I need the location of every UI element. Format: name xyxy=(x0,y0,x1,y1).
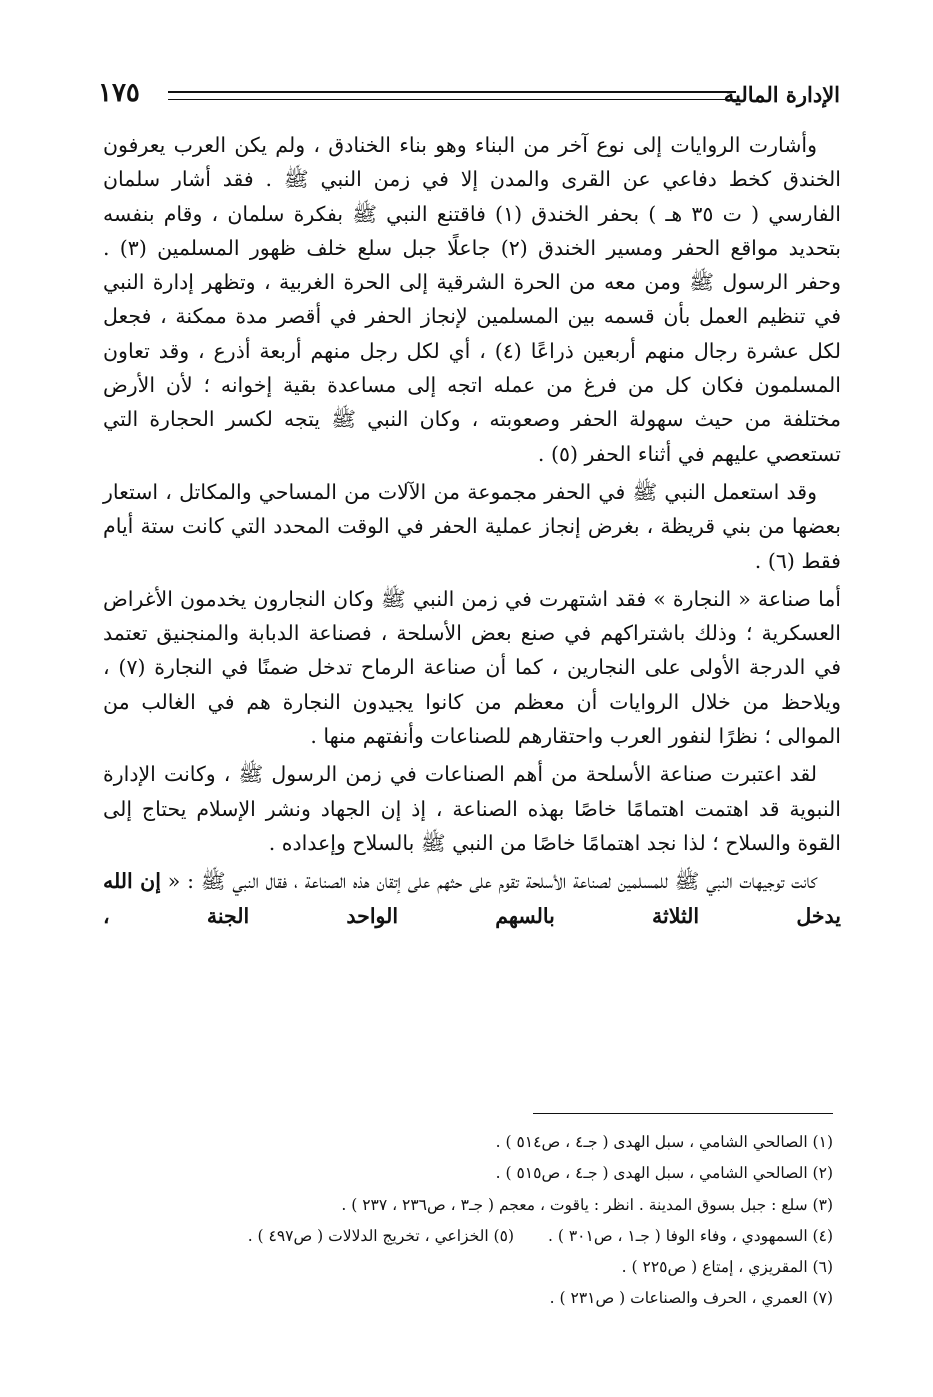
footnote-7: (٧) العمري ، الحرف والصناعات ( ص٢٣١ ) . xyxy=(549,1289,833,1308)
paragraph-guidance xyxy=(103,864,841,933)
paragraph-trench: وأشارت الروايات إلى نوع آخر من البناء وهو بناء الخنادق ، ولم يكن العرب يعرفون الخندق كخط دفاعي عن القرى والمدن إلا في زمن النبي ﷺ . فقد أشار سلمان الفارسي ( ت ٣٥ هـ ) بحفر الخندق (١) فاقتنع النبي ﷺ بفكرة سلمان ، وقام بنفسه بتحديد مواقع الحفر ومسير الخندق (٢) جاعلًا جبل سلع خلف ظهور المسلمين (٣) . وحفر الرسول ﷺ ومن معه من الحرة الشرقية إلى الحرة الغربية ، وتظهر إدارة النبي في تنظيم العمل بأن قسمه بين المسلمين لإنجاز الحفر في أقصر مدة ممكنة ، فجعل لكل عشرة رجال منهم أربعين ذراعًا (٤) ، أي لكل رجل منهم أربعة أذرع ، وقد تعاون المسلمون فكان كل من فرغ من عمله اتجه إلى مساعدة بقية إخوانه ؛ لأن الأرض مختلفة من حيث سهولة الحفر وصعوبته ، وكان النبي ﷺ يتجه لكسر الحجارة التي تستعصي عليهم في أثناء الحفر (٥) . xyxy=(103,133,842,466)
footnotes xyxy=(93,1127,833,1315)
paragraph-weapons: لقد اعتبرت صناعة الأسلحة من أهم الصناعات في زمن الرسول ﷺ ، وكانت الإدارة النبوية قد اهتمت اهتمامًا خاصًا بهذه الصناعة ، إذ إن الجهاد ونشر الإسلام يحتاج إلى القوة والسلاح ؛ لذا نجد اهتمامًا خاصًا من النبي ﷺ بالسلاح وإعداده . xyxy=(103,762,841,855)
footnote-1: (١) الصالحي الشامي ، سبل الهدى ( جـ٤ ، ص٥١٤ ) . xyxy=(495,1133,833,1151)
footnote-2: (٢) الصالحي الشامي ، سبل الهدى ( جـ٤ ، ص٥١٥ ) . xyxy=(495,1164,833,1183)
footnote-5: (٥) الخزاعي ، تخريج الدلالات ( ص٤٩٧ ) . xyxy=(247,1226,514,1245)
footnote-4: (٤) السمهودي ، وفاء الوفا ( جـ١ ، ص٣٠١ ) . xyxy=(548,1226,833,1245)
paragraph-guidance-text: كانت توجيهات النبي ﷺ للمسلمين لصناعة الأسلحة تقوم على حثهم على إتقان هذه الصناعة ، فقال النبي ﷺ : « xyxy=(167,869,817,894)
body-text xyxy=(103,128,841,937)
footnote-6: (٦) المقريزي ، إمتاع ( ص٢٢٥ ) . xyxy=(621,1258,833,1277)
footnote-4-5 xyxy=(93,1221,833,1252)
paragraph-carpentry: أما صناعة « النجارة » فقد اشتهرت في زمن النبي ﷺ وكان النجارون يخدمون الأغراض العسكرية ؛ وذلك باشتراكهم في صنع بعض الأسلحة ، فصناعة الدبابة والمنجنيق تعتمد في الدرجة الأولى على النجارين ، كما أن صناعة الرماح تدخل ضمنًا في النجارة (٧) ، ويلاحظ من خلال الروايات أن معظم من كانوا يجيدون النجارة هم في الغالب من الموالى ؛ نظرًا لنفور العرب واحتقارهم للصناعات وأنفتهم منها . xyxy=(103,586,841,749)
footnote-3: (٣) سلع : جبل بسوق المدينة . انظر : ياقوت ، معجم ( جـ٣ ، ص٢٣٦ ، ٢٣٧ ) . xyxy=(341,1195,833,1214)
running-header xyxy=(98,78,840,118)
running-title: الإدارة المالية xyxy=(723,82,840,107)
hadith-quote: إن الله يدخل الثلاثة بالسهم الواحد الجنة ، xyxy=(103,869,841,928)
header-rule xyxy=(168,91,736,100)
page-number: ١٧٥ xyxy=(98,78,140,108)
footnote-rule xyxy=(533,1113,833,1114)
paragraph-tools: وقد استعمل النبي ﷺ في الحفر مجموعة من الآلات من المساحي والمكاتل ، استعار بعضها من بني قريظة ، بغرض إنجاز عملية الحفر في الوقت المحدد التي كانت ستة أيام فقط (٦) . xyxy=(103,479,841,573)
